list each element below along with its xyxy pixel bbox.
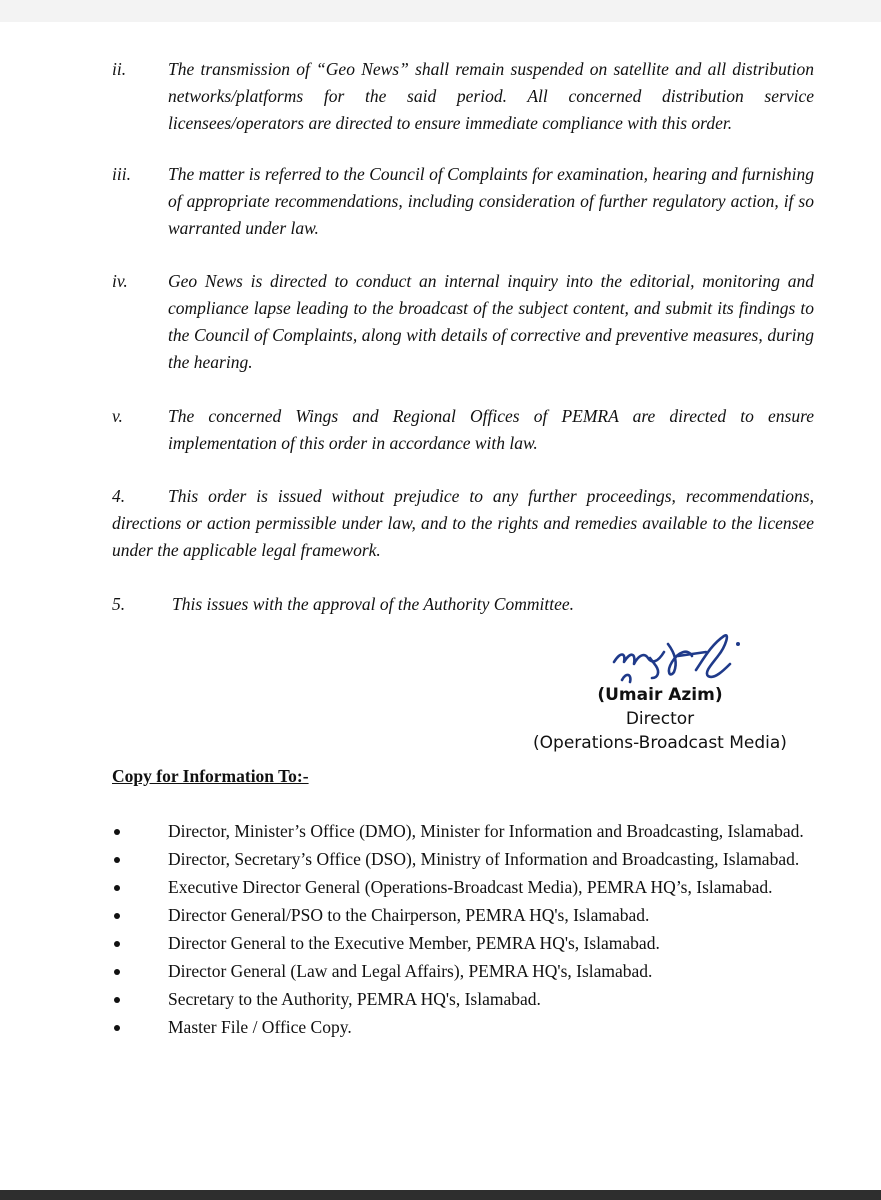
- copy-list-item: [112, 874, 814, 902]
- copy-list-item-text: Master File / Office Copy.: [168, 1017, 352, 1037]
- copy-list-item: [112, 958, 814, 986]
- copy-list-item: [112, 818, 814, 846]
- order-item-text: Geo News is directed to conduct an internal inquiry into the editorial, monitoring and compliance lapse leading to the broadcast of the subject content, and submit its findings to the Council of Complaints, along with details of corrective and preventive measures, during the hearing.: [168, 271, 814, 372]
- order-item-number: iii.: [112, 164, 131, 184]
- signatory-department: (Operations-Broadcast Media): [533, 733, 787, 753]
- copy-list-item: [112, 902, 814, 930]
- copy-list: [112, 818, 814, 1042]
- copy-list-item: [112, 846, 814, 874]
- copy-list-item-text: Secretary to the Authority, PEMRA HQ's, Islamabad.: [168, 989, 541, 1009]
- order-item-text: The matter is referred to the Council of Complaints for examination, hearing and furnishing of appropriate recommendations, including consideration of further regulatory action, if so warranted under law.: [168, 164, 814, 238]
- order-item-iv: [112, 268, 814, 376]
- paragraph-4: [112, 483, 814, 564]
- paragraph-text: This issues with the approval of the Authority Committee.: [172, 594, 575, 614]
- order-item-iii: [112, 161, 814, 242]
- signatory-designation: Director: [625, 709, 695, 729]
- copy-list-item-text: Director General/PSO to the Chairperson, PEMRA HQ's, Islamabad.: [168, 905, 650, 925]
- order-item-ii: [112, 56, 814, 137]
- order-item-number: iv.: [112, 271, 128, 291]
- copy-list-item-text: Director, Minister’s Office (DMO), Minister for Information and Broadcasting, Islamabad.: [168, 821, 804, 841]
- order-item-number: v.: [112, 406, 123, 426]
- copy-list-item: [112, 930, 814, 958]
- order-item-text: The concerned Wings and Regional Offices of PEMRA are directed to ensure implementation of this order in accordance with law.: [168, 406, 814, 453]
- copy-list-item-text: Director General to the Executive Member, PEMRA HQ's, Islamabad.: [168, 933, 660, 953]
- order-item-text: The transmission of “Geo News” shall remain suspended on satellite and all distribution networks/platforms for the said period. All concerned distribution service licensees/operators are directed to ensure immediate compliance with this order.: [168, 59, 814, 133]
- paragraph-text: This order is issued without prejudice to any further proceedings, recommendations, directions or action permissible under law, and to the rights and remedies available to the licensee under the applicable legal framework.: [112, 486, 814, 560]
- copy-list-item-text: Director General (Law and Legal Affairs), PEMRA HQ's, Islamabad.: [168, 961, 653, 981]
- copy-for-information-heading: Copy for Information To:-: [112, 766, 309, 786]
- paragraph-number: 5.: [112, 594, 126, 614]
- copy-list-item-text: Executive Director General (Operations-Broadcast Media), PEMRA HQ’s, Islamabad.: [168, 877, 773, 897]
- copy-list-item-text: Director, Secretary’s Office (DSO), Ministry of Information and Broadcasting, Islamabad.: [168, 849, 800, 869]
- order-item-v: [112, 403, 814, 457]
- paragraph-number: 4.: [112, 486, 126, 506]
- order-item-number: ii.: [112, 59, 127, 79]
- copy-list-item: [112, 986, 814, 1014]
- paragraph-5: [112, 591, 814, 618]
- signatory-name: (Umair Azim): [597, 685, 723, 705]
- page-bottom-edge: [0, 1190, 881, 1200]
- signatory-block: [520, 683, 800, 755]
- copy-list-item: [112, 1014, 814, 1042]
